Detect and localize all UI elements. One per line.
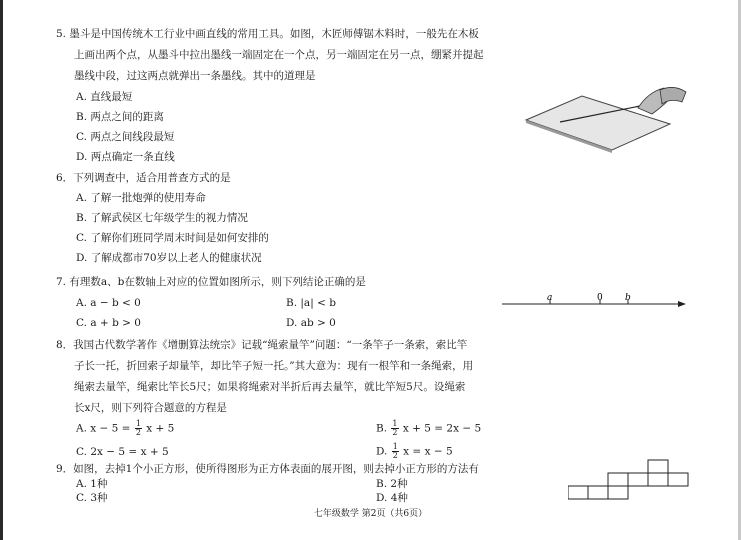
label-zero: 0 — [597, 293, 603, 303]
q5-option-c: C. 两点之间线段最短 — [76, 131, 175, 143]
q5-option-d: D. 两点确定一条直线 — [76, 151, 175, 163]
page-footer: 七年级数学 第2页（共6页） — [313, 509, 428, 519]
q9-option-a: A. 1种 — [76, 478, 108, 490]
q6-option-d: D. 了解成都市70岁以上老人的健康状况 — [76, 252, 262, 264]
q7-option-a: A. a − b < 0 — [76, 297, 141, 309]
q6-option-a: A. 了解一批炮弹的使用寿命 — [76, 192, 206, 204]
q5-line3: 墨线中段，过这两点就弹出一条墨线。其中的道理是 — [74, 70, 316, 82]
q7-stem: 7. 有理数a、b在数轴上对应的位置如图所示，则下列结论正确的是 — [56, 276, 366, 288]
q8-line3: 绳索去量竿，绳索比竿长5尺；如果将绳索对半折后再去量竿，就比竿短5尺。设绳索 — [74, 381, 466, 393]
q5-line2: 上画出两个点，从墨斗中拉出墨线一端固定在一个点，另一端固定在另一点，绷紧并提起 — [74, 49, 484, 61]
q9-option-d: D. 4种 — [376, 492, 408, 504]
q7-option-b: B. |a| < b — [286, 297, 336, 309]
q9-cube-net-figure — [568, 458, 690, 502]
q9-option-b: B. 2种 — [376, 478, 408, 490]
q7-option-d: D. ab > 0 — [286, 317, 336, 329]
q9-option-c: C. 3种 — [76, 492, 108, 504]
q5-line1: 5. 墨斗是中国传统木工行业中画直线的常用工具。如图，木匠师傅锯木料时，一般先在木板 — [56, 28, 479, 40]
q5-option-b: B. 两点之间的距离 — [76, 111, 164, 123]
q6-option-c: C. 了解你们班同学周末时间是如何安排的 — [76, 232, 269, 244]
label-a: a — [547, 293, 553, 303]
q8-line1: 8．我国古代数学著作《增删算法统宗》记载“绳索量竿”问题：“一条竿子一条索，索比竿 — [56, 339, 468, 351]
q8-option-a: A. x − 5 = $\frac{1}{2}$ x + 5 — [76, 419, 175, 437]
fraction-half: $\frac{1}{2}$ — [392, 442, 398, 460]
q8-option-d: D. $\frac{1}{2}$ x = x − 5 — [376, 442, 453, 460]
q8-line4: 长x尺，则下列符合题意的方程是 — [74, 402, 227, 414]
q7-option-c: C. a + b > 0 — [76, 317, 141, 329]
q5-option-a: A. 直线最短 — [76, 91, 133, 103]
q8-line2: 子长一托，折回索子却量竿，却比竿子短一托。”其大意为：现有一根竿和一条绳索，用 — [74, 360, 474, 372]
q8-option-c: C. 2x − 5 = x + 5 — [76, 446, 169, 458]
q6-option-b: B. 了解武侯区七年级学生的视力情况 — [76, 212, 248, 224]
q6-stem: 6．下列调查中，适合用普查方式的是 — [56, 172, 231, 184]
fraction-half: $\frac{1}{2}$ — [135, 419, 141, 437]
fraction-half: $\frac{1}{2}$ — [392, 419, 398, 437]
q9-stem: 9．如图，去掉1个小正方形，使所得图形为正方体表面的展开图，则去掉小正方形的方法有 — [56, 463, 479, 475]
label-b: b — [625, 293, 631, 303]
q5-mo-dou-illustration — [520, 78, 690, 153]
q7-number-line — [500, 292, 690, 326]
scan-edge-left — [0, 0, 3, 540]
q8-option-b: B. $\frac{1}{2}$ x + 5 = 2x − 5 — [376, 419, 482, 437]
